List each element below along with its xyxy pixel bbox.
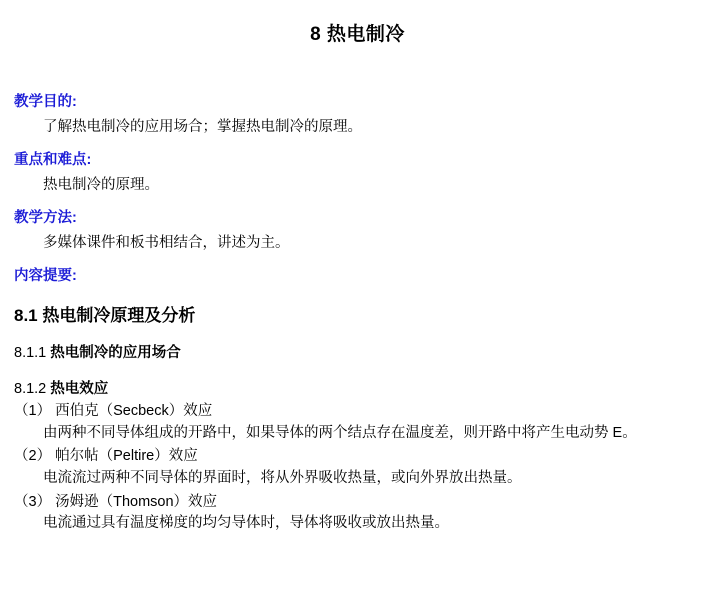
list-marker-1: （1） <box>14 403 52 420</box>
subsection-title-8-1-2: 热电效应 <box>50 381 109 398</box>
text-teaching-purpose: 了解热电制冷的应用场合；掌握热电制冷的原理。 <box>43 119 362 136</box>
list-item <box>14 402 701 422</box>
page-title: 8 热电制冷 <box>310 24 405 45</box>
paragraph-peltier: 电流流过两种不同导体的界面时，将从外界吸收热量，或向外界放出热量。 <box>43 469 522 486</box>
list-marker-2: （2） <box>14 448 52 465</box>
paragraph-seebeck: 由两种不同导体组成的开路中，如果导体的两个结点存在温度差，则开路中将产生电动势 E。 <box>43 424 637 441</box>
heading-content-summary: 内容提要: <box>14 267 77 284</box>
paragraph-thomson: 电流通过具有温度梯度的均匀导体时，导体将吸收或放出热量。 <box>43 515 449 532</box>
subsection-heading-8-1-1 <box>14 341 701 362</box>
section-heading-8-1: 8.1 热电制冷原理及分析 <box>14 306 196 326</box>
list-marker-3: （3） <box>14 493 52 510</box>
document-page <box>0 19 715 602</box>
subsection-title-8-1-1: 热电制冷的应用场合 <box>50 345 181 362</box>
text-teaching-method: 多媒体课件和板书相结合，讲述为主。 <box>43 235 290 252</box>
heading-teaching-purpose: 教学目的: <box>14 94 77 110</box>
list-text-1: 西伯克（Secbeck）效应 <box>55 403 213 420</box>
subsection-number-8-1-2: 8.1.2 <box>14 381 47 398</box>
subsection-number-8-1-1: 8.1.1 <box>14 345 47 362</box>
title-spacer <box>14 46 701 80</box>
list-item <box>14 447 701 467</box>
text-key-points: 热电制冷的原理。 <box>43 177 159 194</box>
list-item <box>14 493 701 513</box>
heading-teaching-method: 教学方法: <box>14 209 77 226</box>
subsection-heading-8-1-2 <box>14 377 701 398</box>
list-text-2: 帕尔帖（Peltire）效应 <box>55 448 198 465</box>
list-text-3: 汤姆逊（Thomson）效应 <box>55 493 218 510</box>
heading-key-points: 重点和难点: <box>14 151 92 168</box>
